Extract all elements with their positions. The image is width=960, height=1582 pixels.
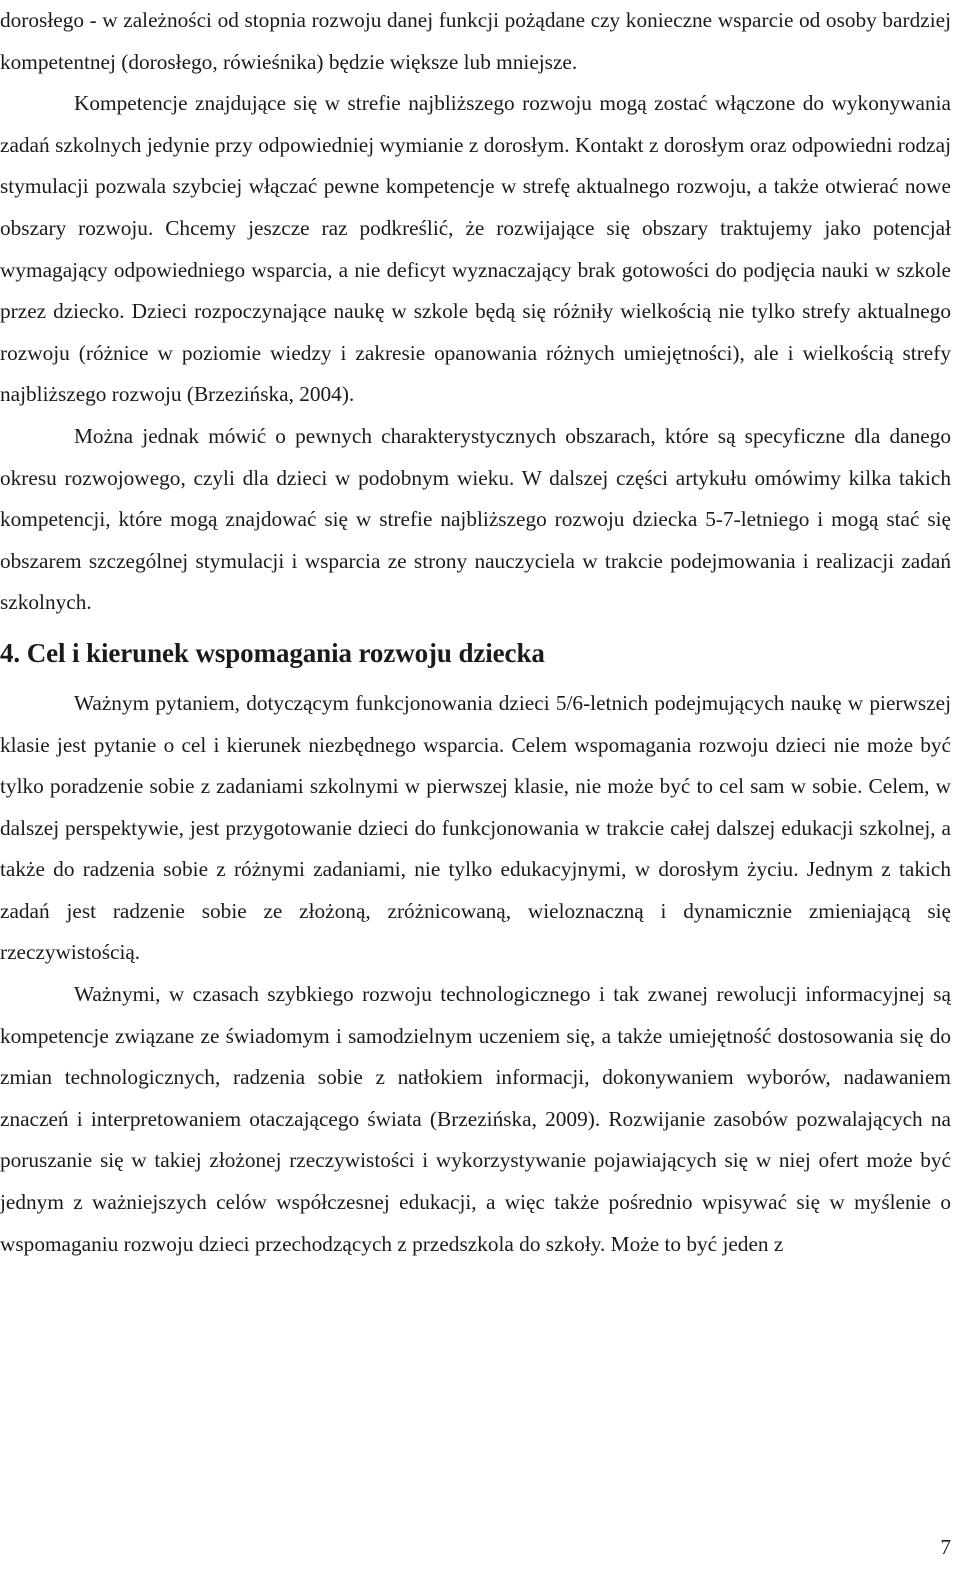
paragraph-1: dorosłego - w zależności od stopnia rozwoju danej funkcji pożądane czy konieczne wsparcie od osoby bardziej kompetentnej (dorosłego, rówieśnika) będzie większe lub mniejsze. xyxy=(0,8,951,74)
paragraph-3: Można jednak mówić o pewnych charakterystycznych obszarach, które są specyficzne dla danego okresu rozwojowego, czyli dla dzieci w podobnym wieku. W dalszej części artykułu omówimy kilka takich kompetencji, które mogą znajdować się w strefie najbliższego rozwoju dziecka 5-7-letniego i mogą stać się obszarem szczególnej stymulacji i wsparcia ze strony nauczyciela w trakcie podejmowania i realizacji zadań szkolnych. xyxy=(0,423,951,615)
paragraph-4: Ważnym pytaniem, dotyczącym funkcjonowania dzieci 5/6-letnich podejmujących naukę w pierwszej klasie jest pytanie o cel i kierunek niezbędnego wsparcia. Celem wspomagania rozwoju dzieci nie może być tylko poradzenie sobie z zadaniami szkolnymi w pierwszej klasie, nie może być to cel sam w sobie. Celem, w dalszej perspektywie, jest przygotowanie dzieci do funkcjonowania w trakcie całej dalszej edukacji szkolnej, a także do radzenia sobie z różnymi zadaniami, nie tylko edukacyjnymi, w dorosłym życiu. Jednym z takich zadań jest radzenie sobie ze złożoną, zróżnicowaną, wieloznaczną i dynamicznie zmieniającą się rzeczywistością. xyxy=(0,690,951,965)
section-heading: 4. Cel i kierunek wspomagania rozwoju dziecka xyxy=(0,637,545,668)
paragraph-5: Ważnymi, w czasach szybkiego rozwoju technologicznego i tak zwanej rewolucji informacyjnej są kompetencje związane ze świadomym i samodzielnym uczeniem się, a także umiejętność dostosowania się do zmian technologicznych, radzenia sobie z natłokiem informacji, dokonywaniem wyborów, nadawaniem znaczeń i interpretowaniem otaczającego świata (Brzezińska, 2009). Rozwijanie zasobów pozwalających na poruszanie się w takiej złożonej rzeczywistości i wykorzystywanie pojawiających się w niej ofert może być jednym z ważniejszych celów współczesnej edukacji, a więc także pośrednio wpisywać się w myślenie o wspomaganiu rozwoju dzieci przechodzących z przedszkola do szkoły. Może to być jeden z xyxy=(0,982,951,1256)
page-number: 7 xyxy=(940,1535,951,1559)
paragraph-2: Kompetencje znajdujące się w strefie najbliższego rozwoju mogą zostać włączone do wykonywania zadań szkolnych jedynie przy odpowiedniej wymianie z dorosłym. Kontakt z dorosłym oraz odpowiedni rodzaj stymulacji pozwala szybciej włączać pewne kompetencje w strefę aktualnego rozwoju, a także otwierać nowe obszary rozwoju. Chcemy jeszcze raz podkreślić, że rozwijające się obszary traktujemy jako potencjał wymagający odpowiedniego wsparcia, a nie deficyt wyznaczający brak gotowości do podjęcia nauki w szkole przez dziecko. Dzieci rozpoczynające naukę w szkole będą się różniły wielkością nie tylko strefy aktualnego rozwoju (różnice w poziomie wiedzy i zakresie opanowania różnych umiejętności), ale i wielkością strefy najbliższego rozwoju (Brzezińska, 2004). xyxy=(0,91,951,407)
